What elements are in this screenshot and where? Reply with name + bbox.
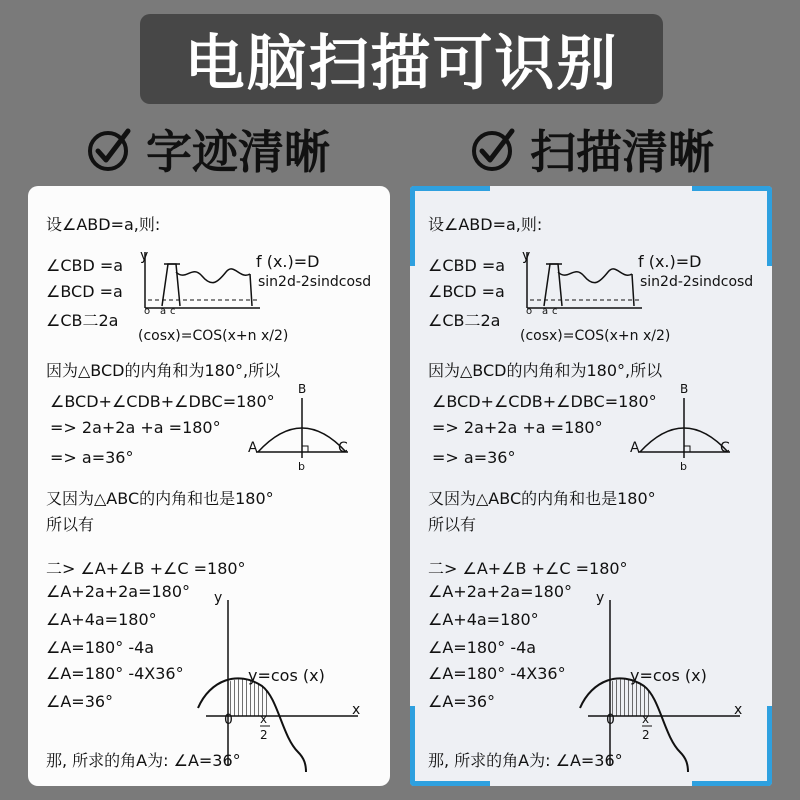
triangle-label: C <box>338 440 348 456</box>
note-line: 所以有 <box>46 515 95 534</box>
note-line: ∠BCD =a <box>46 282 123 301</box>
triangle-label: A <box>248 440 258 456</box>
banner-title: 电脑扫描可识别 <box>184 29 619 99</box>
triangle-figure <box>632 396 732 468</box>
cos-graph-label: 2 <box>260 728 268 742</box>
cos-graph-label: 0 <box>224 712 233 728</box>
note-line: ∠A=180° -4a <box>46 638 155 657</box>
note-line: ∠A+2a+2a=180° <box>428 582 573 601</box>
triangle-figure <box>250 396 350 468</box>
cos-graph-label: 0 <box>606 712 615 728</box>
note-line: ∠BCD+∠CDB+∠DBC=180° <box>50 392 275 411</box>
note-line: ∠BCD+∠CDB+∠DBC=180° <box>432 392 657 411</box>
graph-label: y <box>522 248 531 264</box>
note-line: f (x.)=D <box>638 252 702 271</box>
cos-graph-label: x <box>734 702 743 718</box>
scan-corner-tl <box>410 186 490 191</box>
note-line: 那, 所求的角A为: ∠A=36° <box>428 751 623 770</box>
scan-corner-bl <box>410 706 415 786</box>
triangle-label: B <box>680 382 689 396</box>
note-line: 二> ∠A+∠B +∠C =180° <box>428 559 628 578</box>
note-line: ∠CB二2a <box>428 311 501 330</box>
cos-graph-label: x <box>260 712 268 726</box>
note-line: ∠A=180° -4a <box>428 638 537 657</box>
note-line: ∠A=36° <box>46 692 114 711</box>
note-line: sin2d-2sindcosd <box>640 274 754 290</box>
note-line: f (x.)=D <box>256 252 320 271</box>
cos-graph-label: y=cos (x) <box>630 666 707 685</box>
feature-label: 扫描清晰 <box>530 125 714 179</box>
graph-label: c <box>552 306 558 317</box>
feature-label: 字迹清晰 <box>146 125 330 179</box>
note-line: ∠A=180° -4X36° <box>428 664 566 683</box>
note-line: ∠A=36° <box>428 692 496 711</box>
cos-graph-label: x <box>642 712 650 726</box>
note-line: 因为△BCD的内角和为180°,所以 <box>46 361 281 380</box>
note-line: 所以有 <box>428 515 477 534</box>
graph-label: c <box>170 306 176 317</box>
graph-label: a <box>542 306 549 317</box>
feature-scan-clear <box>470 118 714 180</box>
graph-label: a <box>160 306 167 317</box>
triangle-label: C <box>720 440 730 456</box>
cos-graph-label: y=cos (x) <box>248 666 325 685</box>
scan-corner-tr <box>692 186 772 191</box>
scan-corner-tr <box>767 186 772 266</box>
feature-handwriting-clear <box>86 118 330 180</box>
note-line: ∠A+4a=180° <box>428 610 539 629</box>
triangle-label: b <box>298 460 305 473</box>
cos-graph-label: y <box>214 590 223 606</box>
scan-corner-br <box>767 706 772 786</box>
note-line: (cosx)=COS(x+n x/2) <box>520 328 671 344</box>
note-line: => a=36° <box>50 448 134 467</box>
wave-graph <box>522 248 642 318</box>
note-line: ∠A+4a=180° <box>46 610 157 629</box>
scan-corner-bl <box>410 781 490 786</box>
cos-graph-label: y <box>596 590 605 606</box>
triangle-label: A <box>630 440 640 456</box>
note-line: 又因为△ABC的内角和也是180° <box>46 489 274 508</box>
note-line: 设∠ABD=a,则: <box>428 215 543 234</box>
note-line: ∠CB二2a <box>46 311 119 330</box>
wave-graph <box>140 248 260 318</box>
check-circle-icon <box>86 125 134 173</box>
note-line: ∠BCD =a <box>428 282 505 301</box>
note-line: ∠A=180° -4X36° <box>46 664 184 683</box>
note-line: 因为△BCD的内角和为180°,所以 <box>428 361 663 380</box>
graph-label: y <box>140 248 149 264</box>
title-banner <box>140 14 663 104</box>
note-line: ∠CBD =a <box>428 256 506 275</box>
note-line: 设∠ABD=a,则: <box>46 215 161 234</box>
note-line: sin2d-2sindcosd <box>258 274 372 290</box>
note-line: => 2a+2a +a =180° <box>50 418 221 437</box>
scanned-card <box>410 186 772 786</box>
handwriting-card <box>28 186 390 786</box>
note-line: => a=36° <box>432 448 516 467</box>
note-line: 二> ∠A+∠B +∠C =180° <box>46 559 246 578</box>
note-line: 那, 所求的角A为: ∠A=36° <box>46 751 241 770</box>
note-line: => 2a+2a +a =180° <box>432 418 603 437</box>
note-line: ∠A+2a+2a=180° <box>46 582 191 601</box>
note-line: ∠CBD =a <box>46 256 124 275</box>
graph-label: o <box>526 306 533 317</box>
note-line: 又因为△ABC的内角和也是180° <box>428 489 656 508</box>
triangle-label: b <box>680 460 687 473</box>
note-line: (cosx)=COS(x+n x/2) <box>138 328 289 344</box>
cos-graph-label: 2 <box>642 728 650 742</box>
check-circle-icon <box>470 125 518 173</box>
triangle-label: B <box>298 382 307 396</box>
graph-label: o <box>144 306 151 317</box>
scan-corner-tl <box>410 186 415 266</box>
cos-graph-label: x <box>352 702 361 718</box>
